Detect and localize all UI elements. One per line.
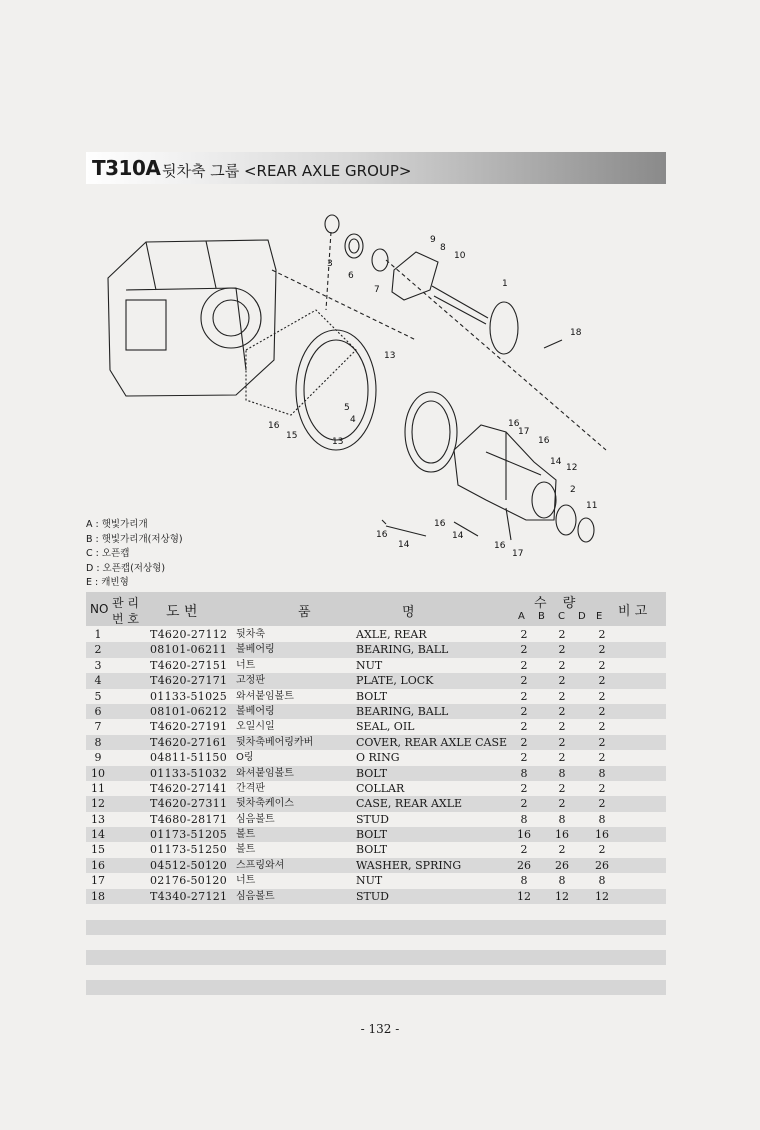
callout-label: 1 — [502, 279, 508, 289]
row-qty-e: 2 — [598, 643, 606, 657]
row-qty-e: 8 — [598, 812, 606, 826]
callout-label: 16 — [494, 541, 506, 551]
empty-table-row — [86, 980, 666, 995]
row-part-no: T4620-27171 — [150, 674, 228, 688]
nut-part — [325, 215, 339, 233]
row-no: 18 — [91, 889, 105, 903]
callout-label: 17 — [518, 427, 530, 437]
row-qty-c: 2 — [558, 843, 566, 857]
row-qty-a: 2 — [520, 674, 528, 688]
row-qty-a: 2 — [520, 797, 528, 811]
row-english-name: NUT — [356, 874, 383, 888]
row-qty-a: 2 — [520, 751, 528, 765]
row-korean-name: 볼베어링 — [236, 705, 275, 717]
table-row — [86, 689, 666, 704]
row-english-name: BOLT — [356, 828, 388, 842]
row-qty-a: 2 — [520, 781, 528, 795]
table-row — [86, 827, 666, 842]
row-part-no: 08101-06212 — [150, 704, 228, 718]
callout-label: 16 — [538, 436, 550, 446]
row-korean-name: 뒷차축케이스 — [236, 798, 294, 810]
row-no: 15 — [91, 843, 105, 857]
bearing-cover — [392, 252, 438, 300]
row-qty-a: 2 — [520, 704, 528, 718]
row-qty-e: 2 — [598, 843, 606, 857]
row-qty-e: 2 — [598, 689, 606, 703]
row-no: 13 — [91, 812, 105, 826]
model-code: T310A — [92, 156, 161, 180]
callout-label: 3 — [327, 259, 333, 269]
row-no: 6 — [94, 704, 102, 718]
row-english-name: SEAL, OIL — [356, 720, 415, 734]
callout-label: 17 — [512, 549, 524, 559]
row-korean-name: 볼베어링 — [236, 644, 275, 656]
header-no: NO — [90, 602, 109, 616]
callout-label: 13 — [332, 437, 344, 447]
row-english-name: BEARING, BALL — [356, 643, 449, 657]
row-qty-c: 8 — [558, 812, 566, 826]
callout-label: 14 — [550, 457, 562, 467]
row-qty-e: 2 — [598, 735, 606, 749]
callout-label: 18 — [570, 328, 582, 338]
row-qty-e: 2 — [598, 658, 606, 672]
row-qty-c: 26 — [555, 858, 569, 872]
row-qty-c: 2 — [558, 751, 566, 765]
row-qty-c: 12 — [555, 889, 569, 903]
table-row — [86, 842, 666, 857]
table-row — [86, 889, 666, 904]
row-qty-a: 12 — [517, 889, 531, 903]
row-part-no: T4620-27311 — [150, 797, 228, 811]
row-qty-e: 12 — [595, 889, 609, 903]
row-qty-a: 2 — [520, 643, 528, 657]
row-korean-name: 심음볼트 — [236, 813, 275, 825]
callout-label: 2 — [570, 485, 576, 495]
row-part-no: 04811-51150 — [150, 751, 228, 765]
row-qty-e: 2 — [598, 781, 606, 795]
empty-table-row — [86, 920, 666, 935]
row-english-name: BEARING, BALL — [356, 704, 449, 718]
housing-bore — [201, 288, 261, 348]
row-korean-name: 스프링와셔 — [236, 859, 285, 871]
callout-label: 14 — [398, 540, 410, 550]
row-korean-name: 너트 — [236, 875, 256, 887]
callout-label: 12 — [566, 463, 578, 473]
header-drawing-no: 도 번 — [166, 604, 198, 620]
callout-label: 5 — [344, 403, 350, 413]
qty-col-a: A — [518, 611, 525, 622]
row-english-name: PLATE, LOCK — [356, 674, 434, 688]
row-qty-c: 2 — [558, 643, 566, 657]
row-korean-name: 뒷차축베어링카버 — [236, 736, 314, 748]
row-part-no: T4680-28171 — [150, 812, 228, 826]
row-qty-a: 16 — [517, 828, 531, 842]
table-row — [86, 796, 666, 811]
row-no: 2 — [94, 643, 102, 657]
row-no: 12 — [91, 797, 105, 811]
row-qty-c: 2 — [558, 628, 566, 641]
seal-ring — [372, 249, 388, 271]
row-korean-name: 볼트 — [236, 844, 256, 856]
row-part-no: T4340-27121 — [150, 889, 228, 903]
row-part-no: 01173-51250 — [150, 843, 228, 857]
row-qty-c: 2 — [558, 735, 566, 749]
row-no: 5 — [94, 689, 102, 703]
table-header — [86, 592, 666, 626]
callout-label: 16 — [376, 530, 388, 540]
row-qty-a: 2 — [520, 843, 528, 857]
row-part-no: 01133-51025 — [150, 689, 228, 703]
row-qty-c: 2 — [558, 781, 566, 795]
row-part-no: T4620-27151 — [150, 658, 228, 672]
row-no: 10 — [91, 766, 105, 780]
row-no: 14 — [91, 828, 105, 842]
callout-label: 16 — [434, 519, 446, 529]
table-row — [86, 673, 666, 688]
flange-ring — [296, 330, 376, 450]
row-qty-c: 2 — [558, 658, 566, 672]
table-row — [86, 642, 666, 657]
qty-col-c: C — [558, 611, 565, 622]
legend-item: E : 캐빈형 — [86, 577, 129, 588]
row-korean-name: 너트 — [236, 659, 256, 671]
row-part-no: T4620-27191 — [150, 720, 228, 734]
row-english-name: BOLT — [356, 843, 388, 857]
legend-item: A : 햇빛가리개 — [86, 519, 148, 530]
row-english-name: AXLE, REAR — [356, 628, 427, 641]
row-korean-name: 와셔붙임볼트 — [236, 690, 294, 702]
table-row — [86, 858, 666, 873]
row-english-name: BOLT — [356, 689, 388, 703]
row-korean-name: 오일시일 — [236, 721, 275, 733]
row-korean-name: 볼트 — [236, 829, 256, 841]
row-part-no: 08101-06211 — [150, 643, 228, 657]
row-english-name: STUD — [356, 889, 389, 903]
row-part-no: 04512-50120 — [150, 858, 228, 872]
row-qty-c: 8 — [558, 874, 566, 888]
row-qty-a: 2 — [520, 658, 528, 672]
row-qty-e: 2 — [598, 751, 606, 765]
row-qty-a: 2 — [520, 689, 528, 703]
callout-label: 16 — [508, 419, 520, 429]
table-row — [86, 627, 666, 642]
table-row — [86, 766, 666, 781]
row-qty-c: 2 — [558, 720, 566, 734]
legend-item: D : 오픈캡(저상형) — [86, 562, 166, 574]
model-legend — [86, 518, 183, 591]
row-no: 7 — [94, 720, 102, 734]
row-qty-e: 16 — [595, 828, 609, 842]
table-row — [86, 873, 666, 888]
gasket-plate — [246, 310, 356, 415]
callout-label: 8 — [440, 243, 446, 253]
parts-table-body — [86, 627, 666, 904]
header-quantity: 수 량 — [534, 596, 582, 611]
callout-label: 6 — [348, 271, 354, 281]
row-qty-a: 8 — [520, 766, 528, 780]
header-remarks: 비 고 — [618, 604, 648, 619]
row-part-no: T4620-27112 — [150, 628, 228, 641]
callout-label: 9 — [430, 235, 436, 245]
row-english-name: NUT — [356, 658, 383, 672]
row-no: 9 — [94, 751, 102, 765]
row-qty-a: 8 — [520, 812, 528, 826]
row-english-name: WASHER, SPRING — [356, 858, 462, 872]
callout-label: 10 — [454, 251, 466, 261]
row-part-no: 01133-51032 — [150, 766, 228, 780]
row-korean-name: 와셔붙임볼트 — [236, 767, 294, 779]
row-qty-e: 2 — [598, 797, 606, 811]
table-row — [86, 704, 666, 719]
row-english-name: BOLT — [356, 766, 388, 780]
table-row — [86, 658, 666, 673]
header-name-right: 명 — [402, 605, 415, 620]
qty-col-d: D — [578, 611, 586, 622]
row-qty-a: 2 — [520, 628, 528, 641]
callout-label: 15 — [286, 431, 298, 441]
row-qty-e: 8 — [598, 766, 606, 780]
row-qty-c: 2 — [558, 797, 566, 811]
row-english-name: COVER, REAR AXLE CASE — [356, 735, 508, 749]
row-no: 11 — [91, 781, 105, 795]
axle-shaft — [432, 286, 488, 324]
row-english-name: COLLAR — [356, 781, 405, 795]
row-no: 4 — [94, 674, 102, 688]
row-part-no: T4620-27141 — [150, 781, 228, 795]
callout-label: 4 — [350, 415, 356, 425]
table-row — [86, 719, 666, 734]
header-name-left: 품 — [298, 605, 311, 620]
callout-label: 11 — [586, 501, 598, 511]
ball-bearing — [345, 234, 363, 258]
page-number: - 132 - — [360, 1022, 400, 1036]
row-korean-name: 뒷차축 — [236, 629, 265, 640]
row-korean-name: 간격판 — [236, 782, 265, 794]
row-qty-e: 8 — [598, 874, 606, 888]
qty-col-e: E — [596, 611, 603, 622]
row-qty-e: 2 — [598, 704, 606, 718]
row-part-no: 01173-51205 — [150, 828, 228, 842]
empty-table-row — [86, 950, 666, 965]
row-no: 1 — [94, 628, 102, 641]
table-row — [86, 735, 666, 750]
row-qty-e: 2 — [598, 628, 606, 641]
table-row — [86, 812, 666, 827]
row-no: 3 — [94, 658, 102, 672]
header-mgmt-bottom: 번 호 — [112, 612, 139, 626]
row-korean-name: 고정판 — [236, 675, 265, 687]
row-qty-c: 2 — [558, 704, 566, 718]
row-qty-a: 2 — [520, 735, 528, 749]
callout-label: 7 — [374, 285, 380, 295]
table-row — [86, 781, 666, 796]
row-qty-a: 26 — [517, 858, 531, 872]
row-korean-name: O링 — [236, 752, 254, 764]
row-qty-c: 16 — [555, 828, 569, 842]
row-qty-a: 8 — [520, 874, 528, 888]
group-title: 뒷차축 그룹 <REAR AXLE GROUP> — [162, 162, 412, 180]
row-qty-e: 26 — [595, 858, 609, 872]
row-english-name: CASE, REAR AXLE — [356, 797, 463, 811]
collar — [578, 518, 594, 542]
row-qty-c: 8 — [558, 766, 566, 780]
row-qty-c: 2 — [558, 689, 566, 703]
row-korean-name: 심음볼트 — [236, 890, 275, 902]
qty-col-b: B — [538, 611, 545, 622]
row-no: 17 — [91, 874, 105, 888]
row-qty-a: 2 — [520, 720, 528, 734]
row-no: 16 — [91, 858, 105, 872]
callout-label: 13 — [384, 351, 396, 361]
row-qty-e: 2 — [598, 720, 606, 734]
legend-item: C : 오픈캡 — [86, 548, 130, 559]
row-qty-c: 2 — [558, 674, 566, 688]
row-part-no: 02176-50120 — [150, 874, 228, 888]
header-mgmt-top: 관 리 — [112, 596, 139, 610]
legend-item: B : 햇빛가리개(저상형) — [86, 533, 183, 545]
callout-label: 14 — [452, 531, 464, 541]
row-english-name: STUD — [356, 812, 389, 826]
row-qty-e: 2 — [598, 674, 606, 688]
row-part-no: T4620-27161 — [150, 735, 228, 749]
row-no: 8 — [94, 735, 102, 749]
callout-label: 16 — [268, 421, 280, 431]
oil-seal-ring — [405, 392, 457, 472]
row-english-name: O RING — [356, 751, 400, 765]
table-row — [86, 750, 666, 765]
transmission-housing — [108, 240, 276, 396]
